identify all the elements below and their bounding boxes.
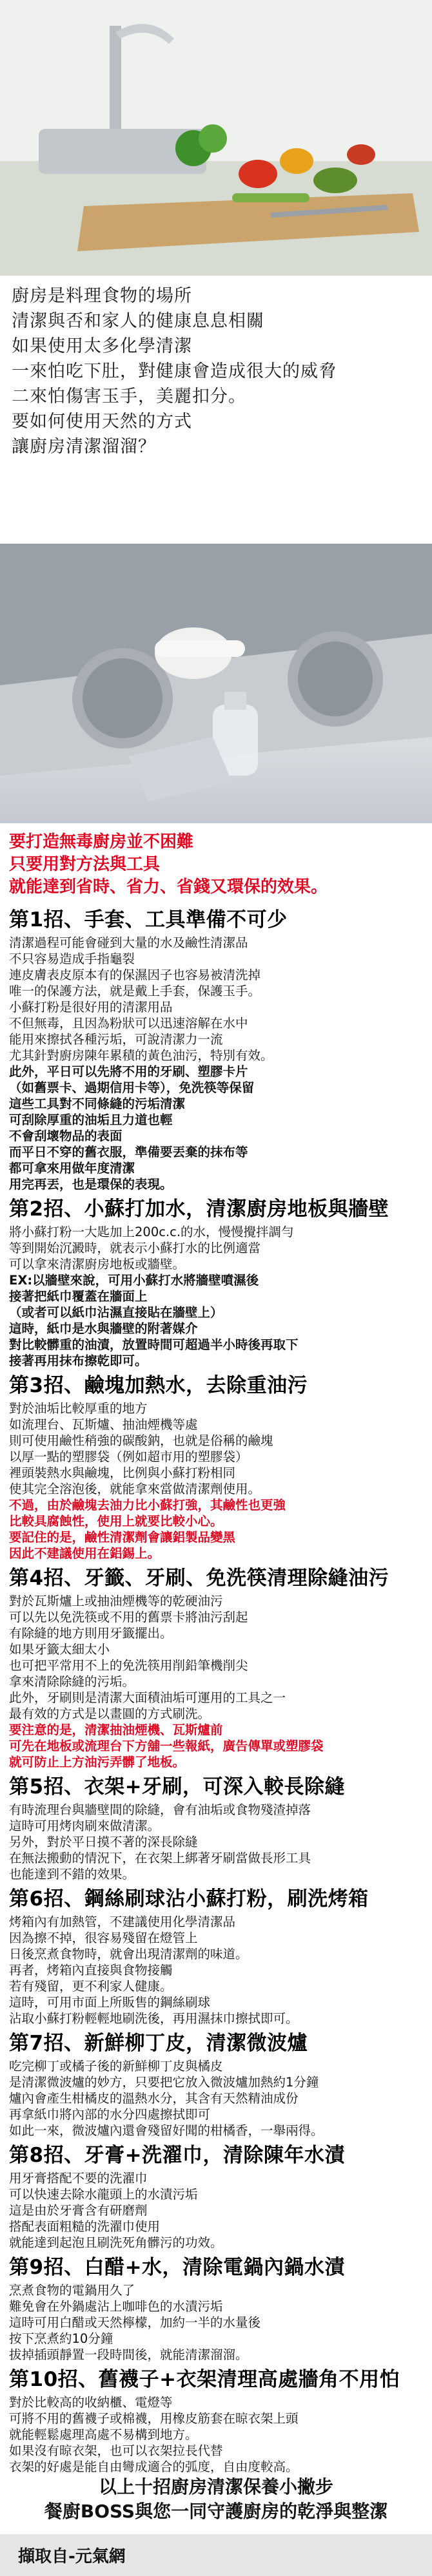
tip-warning-line: 可先在地板或流理台下方舖一些報紙，廣告傳單或塑膠袋 xyxy=(9,1739,324,1753)
tip-text-line: 尤其針對廚房陳年累積的黃色油污，特別有效。 xyxy=(9,1048,273,1063)
tip-text-line: 此外，牙刷則是清潔大面積油垢可運用的工具之一 xyxy=(9,1690,286,1705)
tip-warning-line: 要注意的是，清潔抽油煙機、瓦斯爐前 xyxy=(9,1722,223,1737)
range-hood-photo xyxy=(0,544,432,823)
tip-title: 第9招、白醋+水，清除電鍋內鍋水漬 xyxy=(9,2256,346,2279)
tip-text-line: 難免會在外鍋處沾上咖啡色的水漬污垢 xyxy=(9,2299,223,2314)
tip-text-line: 此外，平日可以先將不用的牙刷、塑膠卡片 xyxy=(9,1064,248,1079)
tip-text-line: 這是由於牙膏含有研磨劑 xyxy=(9,2203,148,2218)
headline-line: 就能達到省時、省力、省錢又環保的效果。 xyxy=(9,877,328,897)
tip-text-line: 也能達到不錯的效果。 xyxy=(9,1867,135,1882)
tip-title: 第7招、新鮮柳丁皮，清潔微波爐 xyxy=(9,2032,308,2055)
tip-text-line: 如果牙籤太細太小 xyxy=(9,1642,110,1657)
tip-text-line: 再拿紙巾將內部的水分四處擦拭即可 xyxy=(9,2107,211,2122)
tip-section xyxy=(9,907,426,1192)
tip-warning-line: 要記住的是，鹼性清潔劑會讓鋁製品變黑 xyxy=(9,1530,236,1545)
tip-text-line: 這時可用白醋或天然檸檬，加約一半的水量後 xyxy=(9,2315,261,2330)
tip-title: 第8招、牙膏+洗濯巾，清除陳年水漬 xyxy=(9,2144,346,2167)
tip-text-line: 日後烹煮食物時，就會出現清潔劑的味道。 xyxy=(9,1947,248,1961)
range-hood-illustration xyxy=(0,544,432,823)
tip-text-line: 按下烹煮約10分鐘 xyxy=(9,2331,113,2346)
tip-text-line: 可將不用的舊襪子或棉襪，用橡皮筋套在晾衣架上頭 xyxy=(9,2411,299,2426)
footer-block xyxy=(0,2475,432,2524)
tip-section xyxy=(9,1774,426,1882)
tip-text-line: 則可使用鹼性稍強的碳酸鈉，也就是俗稱的鹼塊 xyxy=(9,1433,273,1448)
tip-text-line: 裡頭裝熱水與鹼塊，比例與小蘇打粉相同 xyxy=(9,1465,236,1480)
intro-line: 一來怕吃下肚，對健康會造成很大的威脅 xyxy=(12,361,337,381)
tip-text-line: 可刮除厚重的油垢且力道也輕 xyxy=(9,1112,173,1127)
tip-text-line: 如此一來，微波爐內還會殘留好聞的柑橘香，一舉兩得。 xyxy=(9,2123,324,2138)
tip-section xyxy=(9,2367,426,2475)
tip-text-line: 不會刮壞物品的表面 xyxy=(9,1129,123,1143)
intro-line: 要如何使用天然的方式 xyxy=(12,412,192,432)
tip-text-line: 這時，紙巾是水與牆壁的附著媒介 xyxy=(9,1321,198,1336)
tip-text-line: 有時流理台與牆壁間的除縫，會有油垢或食物殘渣掉落 xyxy=(9,1802,311,1817)
source-credit: 擷取自-元氣網 xyxy=(18,2547,126,2566)
tip-text-line: 烤箱內有加熱管，不建議使用化學清潔品 xyxy=(9,1914,236,1929)
tip-text-line: 能用來擦拭各種污垢，可說清潔力一流 xyxy=(9,1032,223,1047)
tip-section xyxy=(9,1373,426,1561)
tip-text-line: 如果沒有晾衣架，也可以衣架拉長代替 xyxy=(9,2443,223,2458)
tip-text-line: （如舊票卡、過期信用卡等），免洗筷等保留 xyxy=(9,1080,255,1095)
tip-text-line: 這時，可用市面上所販售的鋼絲刷球 xyxy=(9,1995,211,2010)
source-credit-bar xyxy=(0,2534,432,2576)
tip-text-line: 不但無毒，且因為粉狀可以迅速溶解在水中 xyxy=(9,1016,248,1031)
tip-text-line: 烹煮食物的電鍋用久了 xyxy=(9,2283,135,2298)
tip-text-line: 等到開始沉澱時，就表示小蘇打水的比例適當 xyxy=(9,1241,261,1255)
tip-text-line: 最有效的方式是以畫圓的方式刷洗。 xyxy=(9,1706,211,1721)
tip-text-line: 可以快速去除水龍頭上的水漬污垢 xyxy=(9,2187,198,2202)
tip-text-line: 清潔過程可能會碰到大量的水及鹼性清潔品 xyxy=(9,935,248,950)
tip-title: 第1招、手套、工具準備不可少 xyxy=(9,908,288,931)
tip-text-line: 另外，對於平日摸不著的深長除縫 xyxy=(9,1835,198,1849)
tip-text-line: 對於比較高的收納櫃、電燈等 xyxy=(9,2395,173,2410)
tip-text-line: 沾取小蘇打粉輕輕地刷洗後，再用濕抹巾擦拭即可。 xyxy=(9,2011,299,2026)
footer-line: 以上十招廚房清潔保養小撇步 xyxy=(98,2476,333,2497)
headline-block xyxy=(9,831,426,899)
tip-text-line: 衣架的好處是能自由彎成適合的弧度，自由度較高。 xyxy=(9,2459,299,2474)
tip-text-line: 也可把平常用不上的免洗筷用削鉛筆機削尖 xyxy=(9,1658,248,1673)
tip-text-line: 用牙膏搭配不要的洗濯巾 xyxy=(9,2171,148,2186)
tip-text-line: 接著再用抹布擦乾即可。 xyxy=(9,1353,148,1368)
headline-line: 只要用對方法與工具 xyxy=(9,855,161,874)
intro-line: 廚房是料理食物的場所 xyxy=(12,286,192,306)
intro-line: 如果使用太多化學清潔 xyxy=(12,336,192,356)
tip-title: 第3招、鹼塊加熱水，去除重油污 xyxy=(9,1374,308,1397)
tip-section xyxy=(9,2142,426,2251)
tip-title: 第2招、小蘇打加水，清潔廚房地板與牆壁 xyxy=(9,1197,389,1221)
tip-text-line: 這時可用烤肉刷來做清潔。 xyxy=(9,1818,161,1833)
tip-text-line: 對於油垢比較厚重的地方 xyxy=(9,1401,148,1416)
tip-text-line: 以厚一點的塑膠袋（例如超市用的塑膠袋） xyxy=(9,1449,248,1464)
tip-section xyxy=(9,2030,426,2139)
intro-line: 讓廚房清潔溜溜？ xyxy=(12,437,156,457)
tip-text-line: 搭配表面粗糙的洗濯巾使用 xyxy=(9,2219,161,2234)
tip-title: 第4招、牙籤、牙刷、免洗筷清理除縫油污 xyxy=(9,1567,389,1590)
tip-text-line: 爐內會產生柑橘皮的溫熱水分，其含有天然精油成份 xyxy=(9,2091,299,2106)
tip-text-line: 吃完柳丁或橘子後的新鮮柳丁皮與橘皮 xyxy=(9,2059,223,2074)
tip-text-line: 對於瓦斯爐上或抽油煙機等的乾硬油污 xyxy=(9,1594,223,1608)
kitchen-counter-illustration xyxy=(0,0,432,276)
tip-text-line: 有除縫的地方則用牙籤擺出。 xyxy=(9,1626,173,1641)
tip-text-line: 就能達到起泡且刷洗死角髒污的功效。 xyxy=(9,2235,223,2250)
tip-text-line: 將小蘇打粉一大匙加上200c.c.的水，慢慢攪拌調勻 xyxy=(9,1225,294,1239)
tip-title: 第10招、舊襪子+衣架清理高處牆角不用怕 xyxy=(9,2368,400,2391)
tip-text-line: 再者，烤箱內直接與食物接觸 xyxy=(9,1963,173,1978)
tip-warning-line: 比較具腐蝕性，使用上就要比較小心。 xyxy=(9,1514,223,1529)
tip-title: 第5招、衣架+牙刷，可深入較長除縫 xyxy=(9,1775,346,1798)
tip-warning-line: 因此不建議使用在鋁錫上。 xyxy=(9,1546,161,1561)
intro-line: 二來怕傷害玉手，美麗扣分。 xyxy=(12,386,246,406)
tip-text-line: 如流理台、瓦斯爐、抽油煙機等處 xyxy=(9,1417,198,1432)
tip-title: 第6招、鋼絲刷球沾小蘇打粉，刷洗烤箱 xyxy=(9,1887,369,1911)
tip-text-line: 因為擦不掉，很容易殘留在燈管上 xyxy=(9,1931,198,1945)
tip-text-line: EX:以牆壁來說，可用小蘇打水將牆壁噴濕後 xyxy=(9,1273,259,1288)
tip-warning-line: 就可防止上方油污弄髒了地板。 xyxy=(9,1755,186,1770)
tip-text-line: 接著把紙巾覆蓋在牆面上 xyxy=(9,1289,148,1304)
tips-list xyxy=(9,903,426,2475)
tip-text-line: 唯一的保護方法，就是戴上手套，保護玉手。 xyxy=(9,984,261,998)
tip-text-line: 拔掉插頭靜置一段時間後，就能清潔溜溜。 xyxy=(9,2347,248,2362)
tip-text-line: 若有殘留，更不利家人健康。 xyxy=(9,1979,173,1994)
tip-text-line: 而平日不穿的舊衣服，準備要丟棄的抹布等 xyxy=(9,1145,248,1159)
tip-text-line: 可以拿來清潔廚房地板或牆壁。 xyxy=(9,1257,186,1272)
tip-text-line: 用完再丟，也是環保的表現。 xyxy=(9,1177,173,1192)
tip-warning-line: 不過，由於鹼塊去油力比小蘇打強，其鹼性也更強 xyxy=(9,1498,286,1512)
intro-line: 清潔與否和家人的健康息息相關 xyxy=(12,311,264,331)
tip-text-line: （或者可以紙巾沾濕直接貼在牆壁上） xyxy=(9,1305,223,1320)
tip-text-line: 這些工具對不同條縫的污垢清潔 xyxy=(9,1096,186,1111)
tip-text-line: 對比較髒重的油漬，放置時間可超過半小時後再取下 xyxy=(9,1337,299,1352)
tip-text-line: 是清潔微波爐的妙方，只要把它放入微波爐加熱約1分鐘 xyxy=(9,2075,319,2090)
tip-text-line: 都可拿來用做年度清潔 xyxy=(9,1161,135,1176)
tip-text-line: 使其完全溶泡後，就能拿來當做清潔劑使用。 xyxy=(9,1482,261,1496)
kitchen-counter-photo xyxy=(0,0,432,276)
tip-text-line: 不只容易造成手指龜裂 xyxy=(9,951,135,966)
intro-text xyxy=(12,283,424,459)
tip-section xyxy=(9,1565,426,1770)
tip-text-line: 連皮膚表皮原本有的保濕因子也容易被清洗掉 xyxy=(9,968,261,982)
footer-line: 餐廚BOSS與您一同守護廚房的乾淨與整潔 xyxy=(44,2501,388,2522)
tip-section xyxy=(9,2255,426,2363)
tip-section xyxy=(9,1886,426,2027)
tip-text-line: 可以先以免洗筷或不用的舊票卡將油污刮起 xyxy=(9,1610,248,1625)
tip-text-line: 就能輕鬆處理高處不易構到地方。 xyxy=(9,2427,198,2442)
tip-text-line: 拿來清除除縫的污垢。 xyxy=(9,1674,135,1689)
headline-line: 要打造無毒廚房並不困難 xyxy=(9,832,194,852)
tip-section xyxy=(9,1196,426,1369)
tip-text-line: 在無法搬動的情況下，在衣架上綁著牙刷當做長形工具 xyxy=(9,1851,311,1865)
tip-text-line: 小蘇打粉是很好用的清潔用品 xyxy=(9,1000,173,1015)
